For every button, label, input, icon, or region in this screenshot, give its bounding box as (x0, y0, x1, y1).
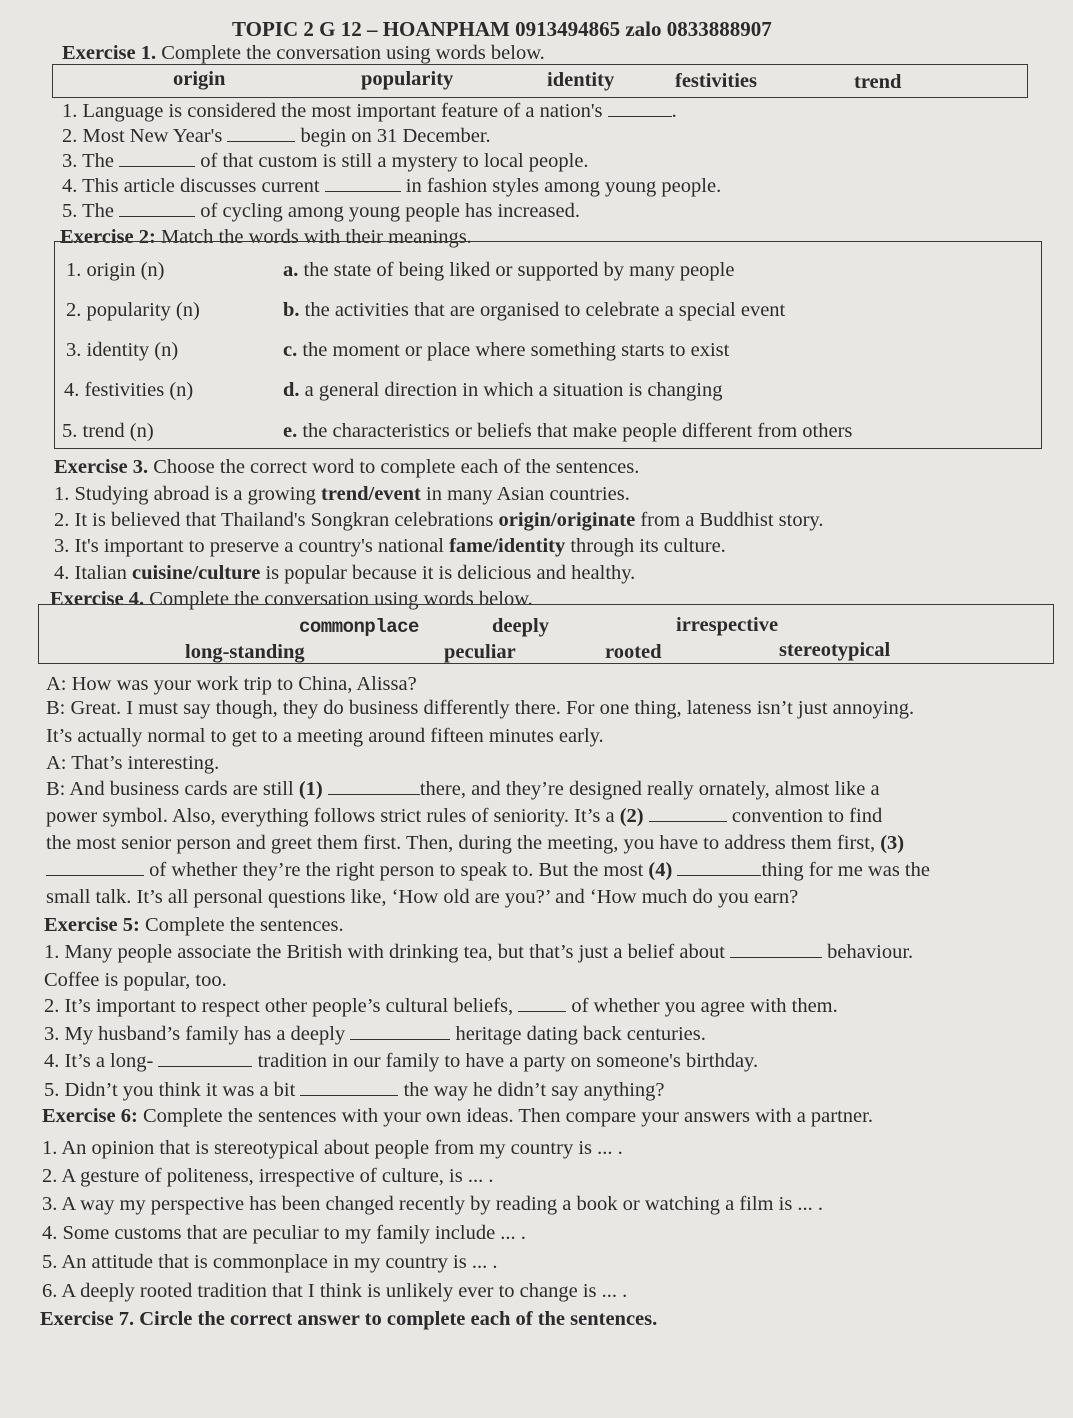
answer-blank[interactable] (46, 857, 144, 876)
ex2-word-4: 4. festivities (n) (64, 379, 194, 401)
ex6-item-5: 5. An attitude that is commonplace in my country is ... . (42, 1251, 498, 1273)
ex2-meaning-c: c. the moment or place where something starts to exist (283, 339, 730, 361)
ex1-word-festivities: festivities (675, 70, 757, 92)
ex4-dialog-line-8: of whether they’re the right person to speak to. But the most (4) thing for me was the (46, 857, 930, 883)
ex1-title: Exercise 1. (62, 42, 157, 64)
ex4-dialog-line-1: A: How was your work trip to China, Alissa? (46, 673, 417, 695)
ex4-word-box (38, 604, 1054, 664)
ex4-word-stereotypical: stereotypical (779, 639, 891, 661)
ex5-item-1: 1. Many people associate the British with drinking tea, but that’s just a belief about behaviour. (44, 941, 914, 963)
answer-blank[interactable] (119, 198, 195, 217)
ex5-item-3: 3. My husband’s family has a deeply heritage dating back centuries. (44, 1023, 706, 1045)
ex3-item-3: 3. It's important to preserve a country's national fame/identity through its culture. (54, 535, 726, 557)
ex5-item-4: 4. It’s a long- tradition in our family to have a party on someone's birthday. (44, 1050, 759, 1072)
ex4-dialog-line-6: power symbol. Also, everything follows strict rules of seniority. It’s a (2) convention to find (46, 805, 883, 827)
answer-blank[interactable] (518, 993, 566, 1012)
ex6-item-6: 6. A deeply rooted tradition that I think is unlikely ever to change is ... . (42, 1280, 628, 1302)
answer-blank[interactable] (649, 803, 727, 822)
ex4-dialog-line-9: small talk. It’s all personal questions like, ‘How old are you?’ and ‘How much do you earn? (46, 886, 799, 908)
answer-blank[interactable] (328, 776, 420, 795)
ex1-word-identity: identity (547, 69, 615, 91)
word-choice[interactable]: origin/originate (498, 509, 636, 531)
ex1-instruction: Complete the conversation using words below. (161, 42, 545, 64)
ex4-word-deeply: deeply (492, 615, 549, 637)
ex2-word-2: 2. popularity (n) (66, 299, 200, 321)
ex1-word-origin: origin (173, 68, 226, 90)
ex4-word-long-standing: long-standing (185, 641, 305, 663)
ex2-word-5: 5. trend (n) (62, 420, 154, 442)
word-choice[interactable]: fame/identity (449, 535, 566, 557)
answer-blank[interactable] (677, 857, 761, 876)
word-choice[interactable]: trend/event (321, 483, 421, 505)
ex6-item-2: 2. A gesture of politeness, irrespective of culture, is ... . (42, 1165, 494, 1187)
answer-blank[interactable] (119, 148, 195, 167)
ex1-item-3: 3. The of that custom is still a mystery to local people. (62, 150, 589, 172)
ex4-word-peculiar: peculiar (444, 641, 516, 663)
ex1-heading (62, 40, 545, 66)
answer-blank[interactable] (158, 1048, 252, 1067)
ex3-heading (54, 454, 639, 480)
ex2-instruction: Match the words with their meanings. (160, 226, 472, 248)
ex4-title: Exercise 4. (50, 588, 145, 610)
ex2-meaning-a: a. the state of being liked or supported by many people (283, 259, 735, 281)
ex6-item-4: 4. Some customs that are peculiar to my family include ... . (42, 1222, 526, 1244)
ex6-item-1: 1. An opinion that is stereotypical about people from my country is ... . (42, 1137, 623, 1159)
ex3-item-4: 4. Italian cuisine/culture is popular because it is delicious and healthy. (54, 562, 636, 584)
ex7-heading: Exercise 7. Circle the correct answer to complete each of the sentences. (40, 1308, 658, 1330)
ex5-item-5: 5. Didn’t you think it was a bit the way he didn’t say anything? (44, 1079, 665, 1101)
ex1-item-2: 2. Most New Year's begin on 31 December. (62, 125, 491, 147)
ex3-title: Exercise 3. (54, 456, 149, 478)
ex4-dialog-line-7: the most senior person and greet them first. Then, during the meeting, you have to address them first, (3) (46, 832, 905, 854)
ex4-word-irrespective: irrespective (676, 614, 779, 636)
ex1-word-box (52, 64, 1028, 98)
ex1-word-trend: trend (854, 71, 902, 93)
ex4-dialog-line-3: It’s actually normal to get to a meeting around fifteen minutes early. (46, 725, 604, 747)
ex2-word-3: 3. identity (n) (66, 339, 179, 361)
answer-blank[interactable] (350, 1021, 450, 1040)
ex2-title: Exercise 2: (60, 226, 156, 248)
ex2-meaning-e: e. the characteristics or beliefs that make people different from others (283, 420, 853, 442)
ex5-instruction: Complete the sentences. (144, 914, 344, 936)
ex1-item-4: 4. This article discusses current in fashion styles among young people. (62, 175, 722, 197)
answer-blank[interactable] (608, 98, 672, 117)
ex4-instruction: Complete the conversation using words below. (149, 588, 533, 610)
ex2-word-1: 1. origin (n) (66, 259, 165, 281)
ex5-heading (44, 912, 344, 938)
ex6-heading (42, 1103, 873, 1129)
ex6-instruction: Complete the sentences with your own ideas. Then compare your answers with a partner. (142, 1105, 873, 1127)
ex1-item-5: 5. The of cycling among young people has increased. (62, 200, 580, 222)
answer-blank[interactable] (300, 1077, 398, 1096)
ex1-item-1: 1. Language is considered the most important feature of a nation's . (62, 100, 677, 122)
ex4-word-commonplace: commonplace (299, 616, 419, 638)
ex5-item-2: 2. It’s important to respect other people’s cultural beliefs, of whether you agree with them. (44, 995, 838, 1017)
ex2-meaning-b: b. the activities that are organised to celebrate a special event (283, 299, 786, 321)
answer-blank[interactable] (730, 939, 822, 958)
answer-blank[interactable] (325, 173, 401, 192)
worksheet-header: TOPIC 2 G 12 – HOANPHAM 0913494865 zalo 0833888907 (232, 17, 772, 41)
ex4-dialog-line-2: B: Great. I must say though, they do business differently there. For one thing, lateness isn’t just annoying. (46, 697, 915, 719)
ex4-dialog-line-5: B: And business cards are still (1) there, and they’re designed really ornately, almost like a (46, 778, 880, 800)
ex4-dialog-line-4: A: That’s interesting. (46, 752, 220, 774)
ex6-title: Exercise 6: (42, 1105, 138, 1127)
ex4-word-rooted: rooted (605, 641, 662, 663)
answer-blank[interactable] (227, 123, 295, 142)
ex5-title: Exercise 5: (44, 914, 140, 936)
word-choice[interactable]: cuisine/culture (132, 562, 261, 584)
ex6-item-3: 3. A way my perspective has been changed recently by reading a book or watching a film is ... . (42, 1193, 824, 1215)
ex2-meaning-d: d. a general direction in which a situation is changing (283, 379, 723, 401)
ex3-instruction: Choose the correct word to complete each of the sentences. (153, 456, 640, 478)
ex3-item-1: 1. Studying abroad is a growing trend/event in many Asian countries. (54, 483, 630, 505)
ex3-item-2: 2. It is believed that Thailand's Songkran celebrations origin/originate from a Buddhist story. (54, 509, 824, 531)
ex5-item-1-cont: Coffee is popular, too. (44, 969, 227, 991)
ex1-word-popularity: popularity (361, 68, 454, 90)
